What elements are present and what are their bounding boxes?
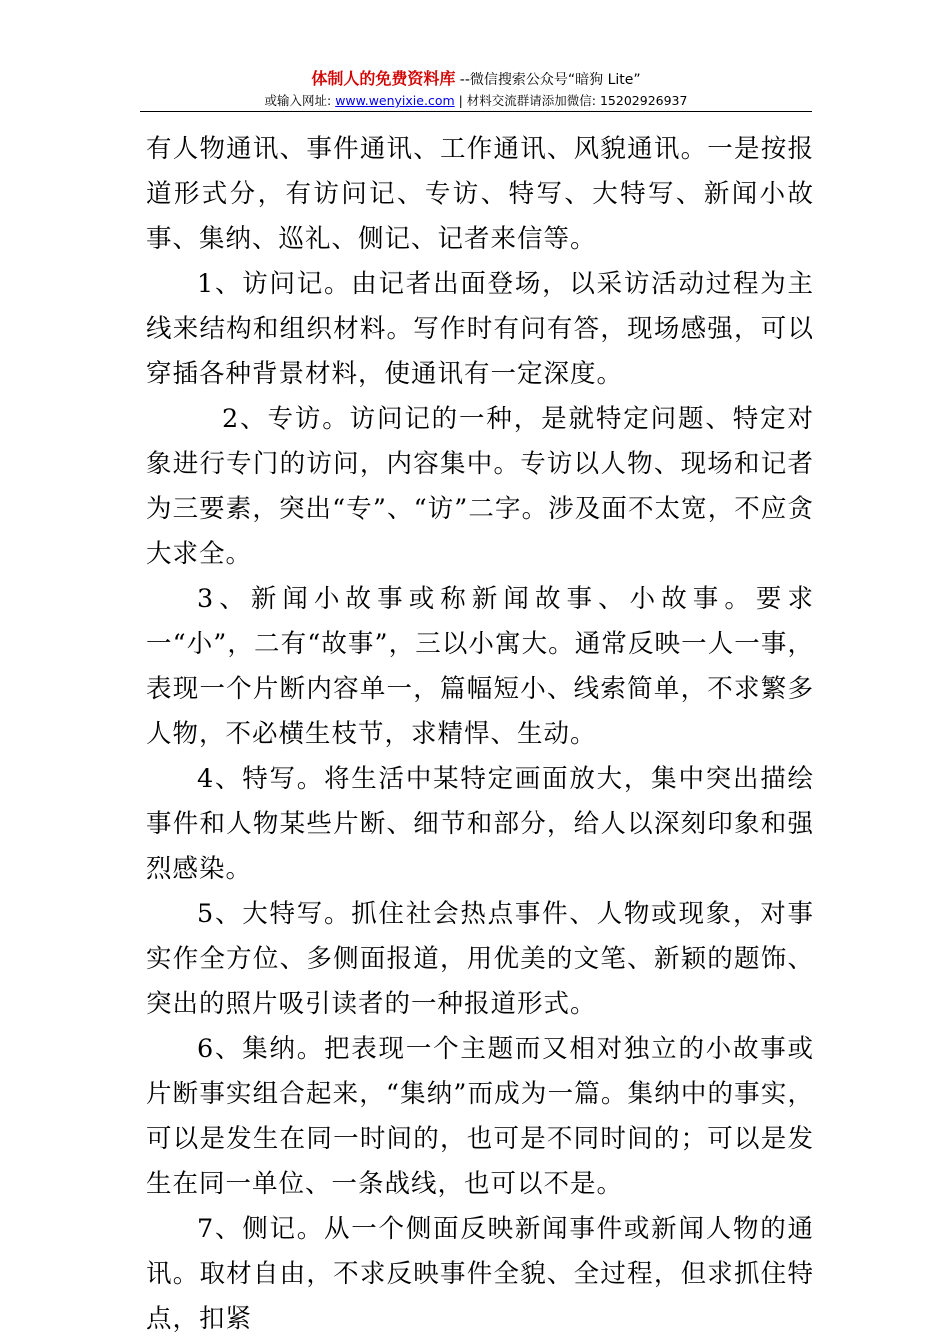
paragraph-item-2: 2、专访。访问记的一种，是就特定问题、特定对象进行专门的访问，内容集中。专访以人物、现场和记者为三要素，突出“专”、“访”二字。涉及面不太宽，不应贪大求全。	[146, 404, 814, 569]
paragraph-item-4: 4、特写。将生活中某特定画面放大，集中突出描绘事件和人物某些片断、细节和部分，给人以深刻印象和强烈感染。	[146, 764, 814, 884]
header-contact-line	[140, 91, 812, 111]
header-divider	[140, 111, 812, 112]
paragraph-item-6: 6、集纳。把表现一个主题而又相对独立的小故事或片断事实组合起来，“集纳”而成为一篇。集纳中的事实，可以是发生在同一时间的，也可是不同时间的；可以是发生在同一单位、一条战线，也可以不是。	[146, 1034, 814, 1199]
header-title-line	[140, 68, 812, 91]
contact-suffix: | 材料交流群请添加微信: 15202926937	[454, 93, 688, 108]
header-subtitle: --微信搜索公众号“暗狗 Lite”	[455, 72, 641, 88]
paragraph-item-7: 7、侧记。从一个侧面反映新闻事件或新闻人物的通讯。取材自由，不求反映事件全貌、全过程，但求抓住特点，扣紧	[146, 1214, 814, 1334]
document-body	[146, 127, 814, 1342]
url-prefix: 或输入网址:	[264, 93, 336, 108]
paragraph-item-5: 5、大特写。抓住社会热点事件、人物或现象，对事实作全方位、多侧面报道，用优美的文笔、新颖的题饰、突出的照片吸引读者的一种报道形式。	[146, 899, 814, 1019]
paragraph-intro: 有人物通讯、事件通讯、工作通讯、风貌通讯。一是按报道形式分，有访问记、专访、特写、大特写、新闻小故事、集纳、巡礼、侧记、记者来信等。	[146, 134, 814, 254]
brand-title: 体制人的免费资料库	[311, 69, 456, 88]
paragraph-item-3: 3、新闻小故事或称新闻故事、小故事。要求一“小”，二有“故事”，三以小寓大。通常反映一人一事，表现一个片断内容单一，篇幅短小、线索简单，不求繁多人物，不必横生枝节，求精悍、生动。	[146, 584, 814, 749]
website-link[interactable]: www.wenyixie.com	[335, 93, 455, 108]
page-header	[140, 68, 812, 111]
paragraph-item-1: 1、访问记。由记者出面登场，以采访活动过程为主线来结构和组织材料。写作时有问有答，现场感强，可以穿插各种背景材料，使通讯有一定深度。	[146, 269, 814, 389]
